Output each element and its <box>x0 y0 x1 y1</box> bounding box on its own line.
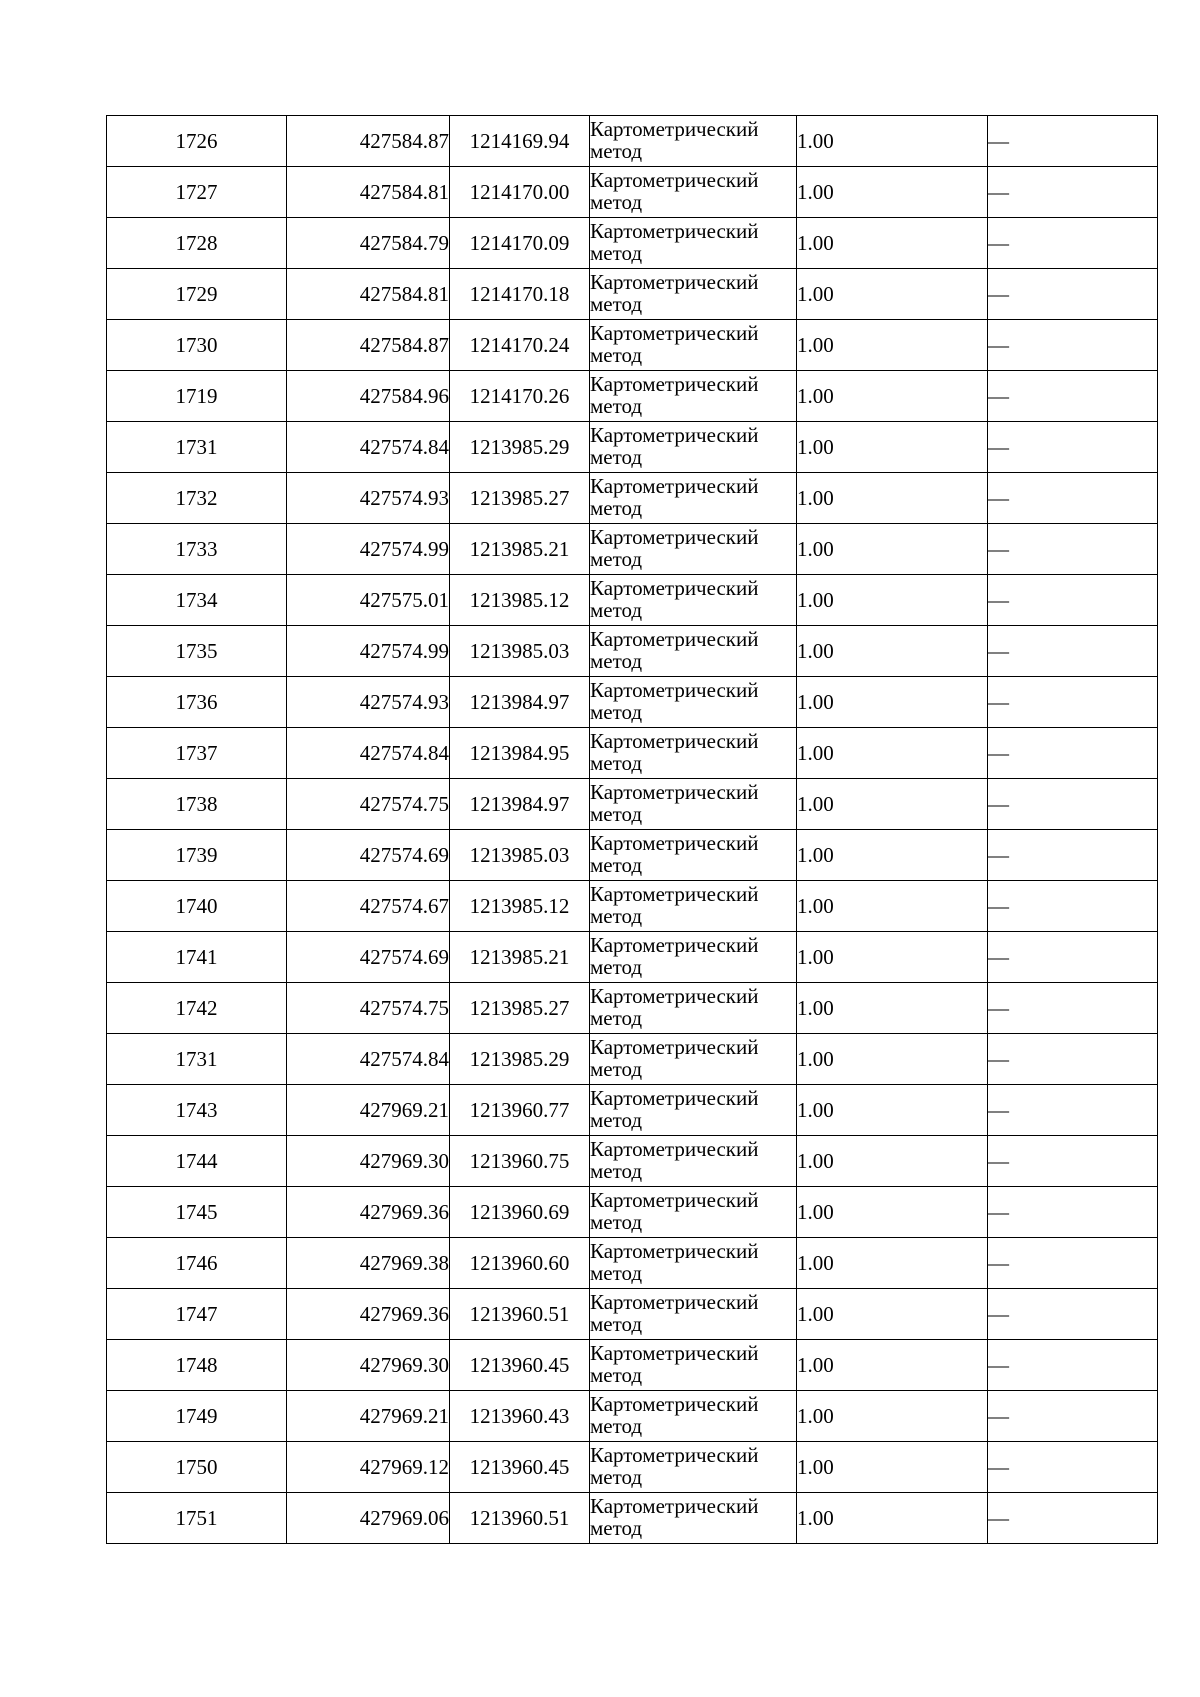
x-coordinate-cell: 427584.87 <box>287 116 450 167</box>
y-coordinate-cell: 1214169.94 <box>450 116 590 167</box>
point-number-cell: 1747 <box>107 1289 287 1340</box>
method-text: Картометрический метод <box>590 831 759 877</box>
point-number-cell: 1729 <box>107 269 287 320</box>
description-cell: — <box>988 1238 1158 1289</box>
coordinates-table <box>106 115 1158 1544</box>
y-coordinate-cell: 1213985.29 <box>450 1034 590 1085</box>
method-cell <box>590 881 797 932</box>
x-coordinate-cell: 427574.93 <box>287 473 450 524</box>
method-cell <box>590 677 797 728</box>
description-cell: — <box>988 1289 1158 1340</box>
table-row <box>107 575 1158 626</box>
x-coordinate-cell: 427969.30 <box>287 1340 450 1391</box>
x-coordinate-cell: 427574.69 <box>287 830 450 881</box>
x-coordinate-cell: 427584.81 <box>287 167 450 218</box>
table-row <box>107 1034 1158 1085</box>
point-number-cell: 1744 <box>107 1136 287 1187</box>
accuracy-cell: 1.00 <box>797 932 988 983</box>
x-coordinate-cell: 427574.84 <box>287 422 450 473</box>
y-coordinate-cell: 1214170.24 <box>450 320 590 371</box>
table-row <box>107 371 1158 422</box>
description-cell: — <box>988 371 1158 422</box>
method-cell <box>590 1085 797 1136</box>
x-coordinate-cell: 427574.99 <box>287 626 450 677</box>
point-number-cell: 1732 <box>107 473 287 524</box>
method-text: Картометрический метод <box>590 168 759 214</box>
method-text: Картометрический метод <box>590 423 759 469</box>
y-coordinate-cell: 1213985.21 <box>450 932 590 983</box>
method-text: Картометрический метод <box>590 882 759 928</box>
method-text: Картометрический метод <box>590 1188 759 1234</box>
description-cell: — <box>988 779 1158 830</box>
table-row <box>107 320 1158 371</box>
accuracy-cell: 1.00 <box>797 1391 988 1442</box>
description-cell: — <box>988 1340 1158 1391</box>
accuracy-cell: 1.00 <box>797 473 988 524</box>
point-number-cell: 1728 <box>107 218 287 269</box>
method-text: Картометрический метод <box>590 1494 759 1540</box>
method-text: Картометрический метод <box>590 1443 759 1489</box>
y-coordinate-cell: 1213960.69 <box>450 1187 590 1238</box>
y-coordinate-cell: 1213985.29 <box>450 422 590 473</box>
table-row <box>107 422 1158 473</box>
description-cell: — <box>988 575 1158 626</box>
method-text: Картометрический метод <box>590 1290 759 1336</box>
point-number-cell: 1741 <box>107 932 287 983</box>
method-cell <box>590 1442 797 1493</box>
accuracy-cell: 1.00 <box>797 1136 988 1187</box>
x-coordinate-cell: 427969.06 <box>287 1493 450 1544</box>
method-cell <box>590 422 797 473</box>
x-coordinate-cell: 427574.93 <box>287 677 450 728</box>
description-cell: — <box>988 116 1158 167</box>
description-cell: — <box>988 269 1158 320</box>
description-cell: — <box>988 473 1158 524</box>
y-coordinate-cell: 1213985.03 <box>450 626 590 677</box>
x-coordinate-cell: 427574.69 <box>287 932 450 983</box>
description-cell: — <box>988 320 1158 371</box>
method-text: Картометрический метод <box>590 780 759 826</box>
x-coordinate-cell: 427574.84 <box>287 728 450 779</box>
point-number-cell: 1737 <box>107 728 287 779</box>
table-row <box>107 1238 1158 1289</box>
y-coordinate-cell: 1213984.97 <box>450 677 590 728</box>
x-coordinate-cell: 427584.81 <box>287 269 450 320</box>
x-coordinate-cell: 427969.12 <box>287 1442 450 1493</box>
method-cell <box>590 728 797 779</box>
x-coordinate-cell: 427574.67 <box>287 881 450 932</box>
y-coordinate-cell: 1213960.75 <box>450 1136 590 1187</box>
description-cell: — <box>988 218 1158 269</box>
description-cell: — <box>988 1187 1158 1238</box>
method-text: Картометрический метод <box>590 117 759 163</box>
table-row <box>107 728 1158 779</box>
accuracy-cell: 1.00 <box>797 371 988 422</box>
method-cell <box>590 932 797 983</box>
accuracy-cell: 1.00 <box>797 1238 988 1289</box>
table-row <box>107 779 1158 830</box>
method-text: Картометрический метод <box>590 270 759 316</box>
accuracy-cell: 1.00 <box>797 422 988 473</box>
accuracy-cell: 1.00 <box>797 1340 988 1391</box>
x-coordinate-cell: 427969.36 <box>287 1187 450 1238</box>
y-coordinate-cell: 1213985.27 <box>450 473 590 524</box>
method-text: Картометрический метод <box>590 576 759 622</box>
point-number-cell: 1733 <box>107 524 287 575</box>
point-number-cell: 1730 <box>107 320 287 371</box>
y-coordinate-cell: 1213960.45 <box>450 1442 590 1493</box>
table-row <box>107 1187 1158 1238</box>
x-coordinate-cell: 427969.30 <box>287 1136 450 1187</box>
accuracy-cell: 1.00 <box>797 1442 988 1493</box>
description-cell: — <box>988 1493 1158 1544</box>
y-coordinate-cell: 1213985.12 <box>450 575 590 626</box>
point-number-cell: 1726 <box>107 116 287 167</box>
point-number-cell: 1745 <box>107 1187 287 1238</box>
method-cell <box>590 1493 797 1544</box>
accuracy-cell: 1.00 <box>797 218 988 269</box>
description-cell: — <box>988 422 1158 473</box>
table-row <box>107 1289 1158 1340</box>
method-text: Картометрический метод <box>590 1392 759 1438</box>
method-text: Картометрический метод <box>590 1239 759 1285</box>
accuracy-cell: 1.00 <box>797 983 988 1034</box>
x-coordinate-cell: 427574.99 <box>287 524 450 575</box>
point-number-cell: 1740 <box>107 881 287 932</box>
accuracy-cell: 1.00 <box>797 167 988 218</box>
method-text: Картометрический метод <box>590 321 759 367</box>
y-coordinate-cell: 1213960.77 <box>450 1085 590 1136</box>
y-coordinate-cell: 1213985.12 <box>450 881 590 932</box>
accuracy-cell: 1.00 <box>797 524 988 575</box>
accuracy-cell: 1.00 <box>797 626 988 677</box>
description-cell: — <box>988 830 1158 881</box>
method-cell <box>590 575 797 626</box>
table-row <box>107 983 1158 1034</box>
x-coordinate-cell: 427584.79 <box>287 218 450 269</box>
accuracy-cell: 1.00 <box>797 1187 988 1238</box>
method-text: Картометрический метод <box>590 729 759 775</box>
method-cell <box>590 167 797 218</box>
accuracy-cell: 1.00 <box>797 575 988 626</box>
y-coordinate-cell: 1214170.26 <box>450 371 590 422</box>
description-cell: — <box>988 1085 1158 1136</box>
description-cell: — <box>988 728 1158 779</box>
point-number-cell: 1736 <box>107 677 287 728</box>
method-text: Картометрический метод <box>590 984 759 1030</box>
x-coordinate-cell: 427584.96 <box>287 371 450 422</box>
method-cell <box>590 1034 797 1085</box>
description-cell: — <box>988 1391 1158 1442</box>
method-text: Картометрический метод <box>590 219 759 265</box>
method-cell <box>590 1187 797 1238</box>
table-row <box>107 218 1158 269</box>
description-cell: — <box>988 983 1158 1034</box>
method-text: Картометрический метод <box>590 525 759 571</box>
x-coordinate-cell: 427969.21 <box>287 1391 450 1442</box>
method-cell <box>590 1340 797 1391</box>
method-text: Картометрический метод <box>590 474 759 520</box>
method-text: Картометрический метод <box>590 627 759 673</box>
point-number-cell: 1731 <box>107 1034 287 1085</box>
table-row <box>107 269 1158 320</box>
y-coordinate-cell: 1213960.45 <box>450 1340 590 1391</box>
x-coordinate-cell: 427574.75 <box>287 779 450 830</box>
y-coordinate-cell: 1214170.09 <box>450 218 590 269</box>
method-cell <box>590 218 797 269</box>
method-text: Картометрический метод <box>590 1137 759 1183</box>
description-cell: — <box>988 677 1158 728</box>
method-cell <box>590 626 797 677</box>
table-row <box>107 167 1158 218</box>
method-text: Картометрический метод <box>590 1035 759 1081</box>
point-number-cell: 1751 <box>107 1493 287 1544</box>
method-text: Картометрический метод <box>590 933 759 979</box>
method-text: Картометрический метод <box>590 678 759 724</box>
point-number-cell: 1746 <box>107 1238 287 1289</box>
table-row <box>107 1442 1158 1493</box>
x-coordinate-cell: 427575.01 <box>287 575 450 626</box>
point-number-cell: 1742 <box>107 983 287 1034</box>
point-number-cell: 1731 <box>107 422 287 473</box>
accuracy-cell: 1.00 <box>797 677 988 728</box>
method-cell <box>590 830 797 881</box>
x-coordinate-cell: 427574.84 <box>287 1034 450 1085</box>
y-coordinate-cell: 1214170.18 <box>450 269 590 320</box>
table-row <box>107 1136 1158 1187</box>
y-coordinate-cell: 1214170.00 <box>450 167 590 218</box>
point-number-cell: 1749 <box>107 1391 287 1442</box>
point-number-cell: 1748 <box>107 1340 287 1391</box>
method-text: Картометрический метод <box>590 1086 759 1132</box>
accuracy-cell: 1.00 <box>797 269 988 320</box>
table-row <box>107 830 1158 881</box>
description-cell: — <box>988 1442 1158 1493</box>
description-cell: — <box>988 932 1158 983</box>
point-number-cell: 1734 <box>107 575 287 626</box>
point-number-cell: 1739 <box>107 830 287 881</box>
method-cell <box>590 1289 797 1340</box>
x-coordinate-cell: 427574.75 <box>287 983 450 1034</box>
table-row <box>107 932 1158 983</box>
method-cell <box>590 1238 797 1289</box>
x-coordinate-cell: 427969.36 <box>287 1289 450 1340</box>
table-row <box>107 1340 1158 1391</box>
accuracy-cell: 1.00 <box>797 1085 988 1136</box>
accuracy-cell: 1.00 <box>797 779 988 830</box>
method-cell <box>590 320 797 371</box>
accuracy-cell: 1.00 <box>797 1493 988 1544</box>
accuracy-cell: 1.00 <box>797 320 988 371</box>
x-coordinate-cell: 427584.87 <box>287 320 450 371</box>
point-number-cell: 1735 <box>107 626 287 677</box>
x-coordinate-cell: 427969.21 <box>287 1085 450 1136</box>
y-coordinate-cell: 1213985.21 <box>450 524 590 575</box>
table-row <box>107 626 1158 677</box>
method-cell <box>590 779 797 830</box>
method-cell <box>590 1391 797 1442</box>
description-cell: — <box>988 1034 1158 1085</box>
table-row <box>107 677 1158 728</box>
description-cell: — <box>988 1136 1158 1187</box>
method-cell <box>590 371 797 422</box>
method-cell <box>590 1136 797 1187</box>
method-cell <box>590 473 797 524</box>
point-number-cell: 1738 <box>107 779 287 830</box>
y-coordinate-cell: 1213960.51 <box>450 1289 590 1340</box>
method-cell <box>590 983 797 1034</box>
y-coordinate-cell: 1213960.60 <box>450 1238 590 1289</box>
x-coordinate-cell: 427969.38 <box>287 1238 450 1289</box>
point-number-cell: 1743 <box>107 1085 287 1136</box>
accuracy-cell: 1.00 <box>797 1034 988 1085</box>
accuracy-cell: 1.00 <box>797 881 988 932</box>
point-number-cell: 1719 <box>107 371 287 422</box>
table-row <box>107 116 1158 167</box>
table-row <box>107 473 1158 524</box>
accuracy-cell: 1.00 <box>797 116 988 167</box>
y-coordinate-cell: 1213960.43 <box>450 1391 590 1442</box>
method-text: Картометрический метод <box>590 1341 759 1387</box>
method-cell <box>590 116 797 167</box>
accuracy-cell: 1.00 <box>797 1289 988 1340</box>
point-number-cell: 1750 <box>107 1442 287 1493</box>
table-row <box>107 1391 1158 1442</box>
description-cell: — <box>988 167 1158 218</box>
y-coordinate-cell: 1213960.51 <box>450 1493 590 1544</box>
table-row <box>107 524 1158 575</box>
description-cell: — <box>988 881 1158 932</box>
point-number-cell: 1727 <box>107 167 287 218</box>
description-cell: — <box>988 626 1158 677</box>
coordinates-table-body <box>107 116 1158 1544</box>
method-cell <box>590 269 797 320</box>
table-row <box>107 1493 1158 1544</box>
method-cell <box>590 524 797 575</box>
method-text: Картометрический метод <box>590 372 759 418</box>
accuracy-cell: 1.00 <box>797 728 988 779</box>
y-coordinate-cell: 1213984.95 <box>450 728 590 779</box>
y-coordinate-cell: 1213984.97 <box>450 779 590 830</box>
accuracy-cell: 1.00 <box>797 830 988 881</box>
table-row <box>107 1085 1158 1136</box>
y-coordinate-cell: 1213985.03 <box>450 830 590 881</box>
y-coordinate-cell: 1213985.27 <box>450 983 590 1034</box>
table-row <box>107 881 1158 932</box>
description-cell: — <box>988 524 1158 575</box>
